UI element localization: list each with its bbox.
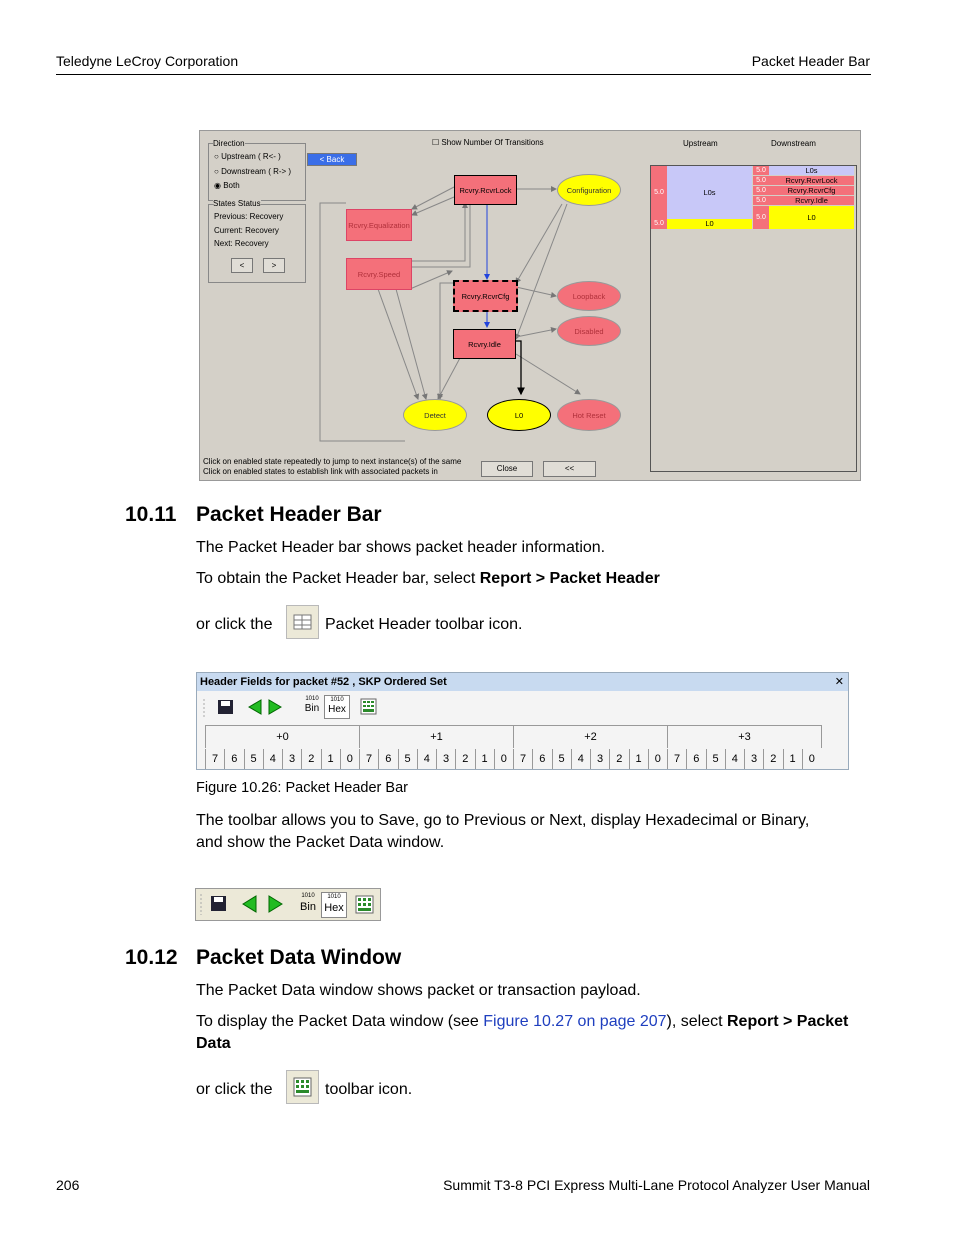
header-rule bbox=[56, 74, 871, 75]
bit-cell[interactable]: 0 bbox=[494, 749, 513, 769]
bit-cell[interactable]: 3 bbox=[436, 749, 455, 769]
bit-cell[interactable]: 1 bbox=[475, 749, 494, 769]
packet-header-bar-titlebar bbox=[197, 673, 848, 691]
previous-icon bbox=[243, 896, 256, 912]
close-icon[interactable]: ✕ bbox=[834, 676, 844, 688]
section-10-11-p2 bbox=[196, 568, 660, 590]
bit-cell[interactable]: 4 bbox=[263, 749, 282, 769]
node-rcvry-idle[interactable]: Rcvry.Idle bbox=[453, 329, 516, 359]
bit-cell[interactable]: 1 bbox=[629, 749, 648, 769]
packet-data-icon[interactable] bbox=[352, 892, 378, 918]
bit-cell[interactable]: 1 bbox=[321, 749, 340, 769]
states-status-label: States Status bbox=[213, 199, 261, 208]
down-state-1[interactable]: Rcvry.RcvrLock bbox=[769, 176, 854, 185]
bit-cell[interactable]: 7 bbox=[205, 749, 224, 769]
section-10-11-p1: The Packet Header bar shows packet header information. bbox=[196, 539, 606, 556]
upstream-header: Upstream bbox=[683, 139, 718, 148]
toolbar-screenshot bbox=[195, 888, 381, 921]
toolbar2-hex-label: Hex bbox=[324, 902, 344, 914]
down-state-2[interactable]: Rcvry.RcvrCfg bbox=[769, 186, 854, 195]
timeline-panel bbox=[650, 165, 857, 472]
down-speed-2: 5.0 bbox=[753, 186, 769, 195]
save-icon bbox=[211, 896, 226, 911]
hex-button[interactable] bbox=[324, 695, 350, 719]
bin-icon: 1010 bbox=[305, 696, 319, 702]
page-number: 206 bbox=[56, 1177, 80, 1193]
bit-cell[interactable]: 6 bbox=[224, 749, 243, 769]
radio-upstream[interactable]: ○ Upstream ( R<- ) bbox=[214, 152, 281, 161]
node-l0[interactable]: L0 bbox=[487, 399, 551, 431]
bit-cell[interactable]: 0 bbox=[802, 749, 821, 769]
show-transitions-checkbox[interactable]: ☐ Show Number Of Transitions bbox=[432, 138, 544, 147]
up-state-l0s[interactable]: L0s bbox=[667, 166, 752, 219]
bit-cell[interactable]: 6 bbox=[686, 749, 705, 769]
group-plus-0: +0 bbox=[205, 725, 359, 748]
node-hot-reset[interactable]: Hot Reset bbox=[557, 399, 621, 431]
bin-button[interactable] bbox=[300, 695, 324, 719]
bit-cell[interactable]: 2 bbox=[301, 749, 320, 769]
down-state-4[interactable]: L0 bbox=[769, 206, 854, 229]
bit-cell[interactable]: 2 bbox=[455, 749, 474, 769]
bit-cell[interactable]: 6 bbox=[532, 749, 551, 769]
bit-cell[interactable]: 5 bbox=[706, 749, 725, 769]
bit-cell[interactable]: 4 bbox=[725, 749, 744, 769]
up-speed-l0s: 5.0 bbox=[651, 166, 667, 219]
group-plus-2: +2 bbox=[513, 725, 667, 748]
bit-cell[interactable]: 7 bbox=[513, 749, 532, 769]
node-rcvry-rcvrlock[interactable]: Rcvry.RcvrLock bbox=[454, 175, 517, 205]
save-icon bbox=[218, 700, 233, 714]
close-button[interactable]: Close bbox=[481, 461, 533, 477]
radio-both-label: Both bbox=[223, 181, 240, 190]
p2-menu-path-2: Data bbox=[196, 1035, 231, 1052]
section-10-12-p1: The Packet Data window shows packet or transaction payload. bbox=[196, 982, 641, 999]
hex-icon: 1010 bbox=[327, 894, 341, 900]
bin-icon: 1010 bbox=[301, 893, 315, 899]
bit-cell[interactable]: 7 bbox=[667, 749, 686, 769]
p2-prefix: To display the Packet Data window (see bbox=[196, 1013, 484, 1030]
section-10-11-p3-prefix: or click the bbox=[196, 616, 273, 633]
down-speed-4: 5.0 bbox=[753, 206, 769, 229]
toolbar2-bin-label: Bin bbox=[300, 901, 316, 913]
bit-cell[interactable]: 3 bbox=[282, 749, 301, 769]
node-rcvry-speed[interactable]: Rcvry.Speed bbox=[346, 258, 412, 290]
section-10-12-p3-prefix: or click the bbox=[196, 1081, 273, 1098]
status-prev-button[interactable]: < bbox=[231, 258, 253, 273]
packet-header-bar-title: Header Fields for packet #52 , SKP Ordered Set bbox=[200, 676, 447, 688]
p2-menu-path-1: Report > Packet bbox=[727, 1013, 849, 1030]
section-10-12-number: 10.12 bbox=[125, 946, 178, 969]
back-button[interactable]: < Back bbox=[307, 153, 357, 166]
bit-cell[interactable]: 2 bbox=[763, 749, 782, 769]
bit-cell[interactable]: 4 bbox=[417, 749, 436, 769]
packet-header-bar-screenshot bbox=[196, 672, 849, 770]
node-detect[interactable]: Detect bbox=[403, 399, 467, 431]
bit-cell[interactable]: 4 bbox=[571, 749, 590, 769]
phb-toolbar bbox=[199, 695, 839, 721]
section-10-12-title: Packet Data Window bbox=[196, 946, 402, 969]
header-left: Teledyne LeCroy Corporation bbox=[56, 53, 239, 69]
hint-line-1: Click on enabled state repeatedly to jump to next instance(s) of the same bbox=[203, 457, 462, 466]
section-10-11-title: Packet Header Bar bbox=[196, 503, 382, 526]
node-rcvry-rcvrcfg[interactable]: Rcvry.RcvrCfg bbox=[453, 280, 518, 312]
down-speed-0: 5.0 bbox=[753, 166, 769, 175]
toolbar-desc-line2: and show the Packet Data window. bbox=[196, 834, 445, 851]
manual-title: Summit T3-8 PCI Express Multi-Lane Protocol Analyzer User Manual bbox=[443, 1177, 870, 1193]
p2-mid: ), select bbox=[666, 1013, 727, 1030]
show-transitions-label: Show Number Of Transitions bbox=[441, 138, 544, 147]
hint-line-2: Click on enabled states to establish link with associated packets in bbox=[203, 467, 438, 476]
toolbar-desc-line1: The toolbar allows you to Save, go to Previous or Next, display Hexadecimal or Binary, bbox=[196, 812, 810, 829]
up-state-l0[interactable]: L0 bbox=[667, 219, 752, 229]
bin-label: Bin bbox=[304, 703, 320, 714]
toolbar2-icons bbox=[196, 889, 296, 920]
section-10-11-p3-suffix: Packet Header toolbar icon. bbox=[325, 616, 523, 633]
next-icon bbox=[269, 700, 281, 714]
bit-cell[interactable]: 1 bbox=[783, 749, 802, 769]
packet-data-toolbar-icon[interactable] bbox=[286, 1070, 319, 1104]
next-icon bbox=[269, 896, 282, 912]
bit-cell[interactable]: 5 bbox=[244, 749, 263, 769]
status-next: Next: Recovery bbox=[214, 239, 269, 248]
bit-cell[interactable]: 5 bbox=[552, 749, 571, 769]
group-plus-1: +1 bbox=[359, 725, 513, 748]
p2-prefix: To obtain the Packet Header bar, select bbox=[196, 570, 480, 587]
p2-menu-path: Report > Packet Header bbox=[479, 570, 660, 587]
radio-downstream-label: Downstream ( R-> ) bbox=[221, 167, 292, 176]
node-disabled[interactable]: Disabled bbox=[557, 316, 621, 346]
hex-icon: 1010 bbox=[330, 697, 344, 703]
bit-cell[interactable]: 3 bbox=[590, 749, 609, 769]
state-transition-screenshot bbox=[199, 130, 861, 481]
node-configuration[interactable]: Configuration bbox=[557, 174, 621, 206]
direction-label: Direction bbox=[213, 139, 245, 148]
status-next-button[interactable]: > bbox=[263, 258, 285, 273]
status-current: Current: Recovery bbox=[214, 226, 279, 235]
bit-cell[interactable]: 7 bbox=[359, 749, 378, 769]
figure-10-27-link[interactable]: Figure 10.27 on page 207 bbox=[483, 1013, 667, 1030]
hex-label: Hex bbox=[328, 704, 346, 715]
bit-cell[interactable]: 6 bbox=[378, 749, 397, 769]
packet-data-icon bbox=[287, 1071, 318, 1103]
downstream-header: Downstream bbox=[771, 139, 816, 148]
node-loopback[interactable]: Loopback bbox=[557, 281, 621, 311]
bit-cell[interactable]: 0 bbox=[648, 749, 667, 769]
group-plus-3: +3 bbox=[667, 725, 822, 748]
bit-cell[interactable]: 3 bbox=[744, 749, 763, 769]
packet-header-icon bbox=[287, 606, 318, 638]
status-previous: Previous: Recovery bbox=[214, 212, 284, 221]
bit-cell[interactable]: 0 bbox=[340, 749, 359, 769]
bit-cell[interactable]: 2 bbox=[609, 749, 628, 769]
bit-cell[interactable]: 5 bbox=[398, 749, 417, 769]
radio-both[interactable]: ◉ Both bbox=[214, 181, 240, 190]
radio-downstream[interactable]: ○ Downstream ( R-> ) bbox=[214, 167, 292, 176]
toolbar2-bin-button[interactable] bbox=[296, 892, 320, 918]
figure-caption: Figure 10.26: Packet Header Bar bbox=[196, 780, 408, 796]
node-rcvry-equalization[interactable]: Rcvry.Equalization bbox=[346, 209, 412, 241]
section-10-12-p3-suffix: toolbar icon. bbox=[325, 1081, 413, 1098]
header-right: Packet Header Bar bbox=[751, 53, 870, 69]
down-state-0[interactable]: L0s bbox=[769, 166, 854, 175]
radio-upstream-label: Upstream ( R<- ) bbox=[221, 152, 281, 161]
down-state-3[interactable]: Rcvry.Idle bbox=[769, 196, 854, 205]
packet-data-icon[interactable] bbox=[357, 695, 381, 719]
up-speed-l0: 5.0 bbox=[651, 219, 667, 229]
previous-icon bbox=[249, 700, 261, 714]
down-speed-1: 5.0 bbox=[753, 176, 769, 185]
collapse-button[interactable]: << bbox=[543, 461, 596, 477]
packet-header-toolbar-icon[interactable] bbox=[286, 605, 319, 639]
section-10-11-number: 10.11 bbox=[125, 503, 177, 526]
section-10-12-p2 bbox=[196, 1011, 876, 1055]
down-speed-3: 5.0 bbox=[753, 196, 769, 205]
toolbar2-hex-button[interactable] bbox=[321, 892, 347, 918]
